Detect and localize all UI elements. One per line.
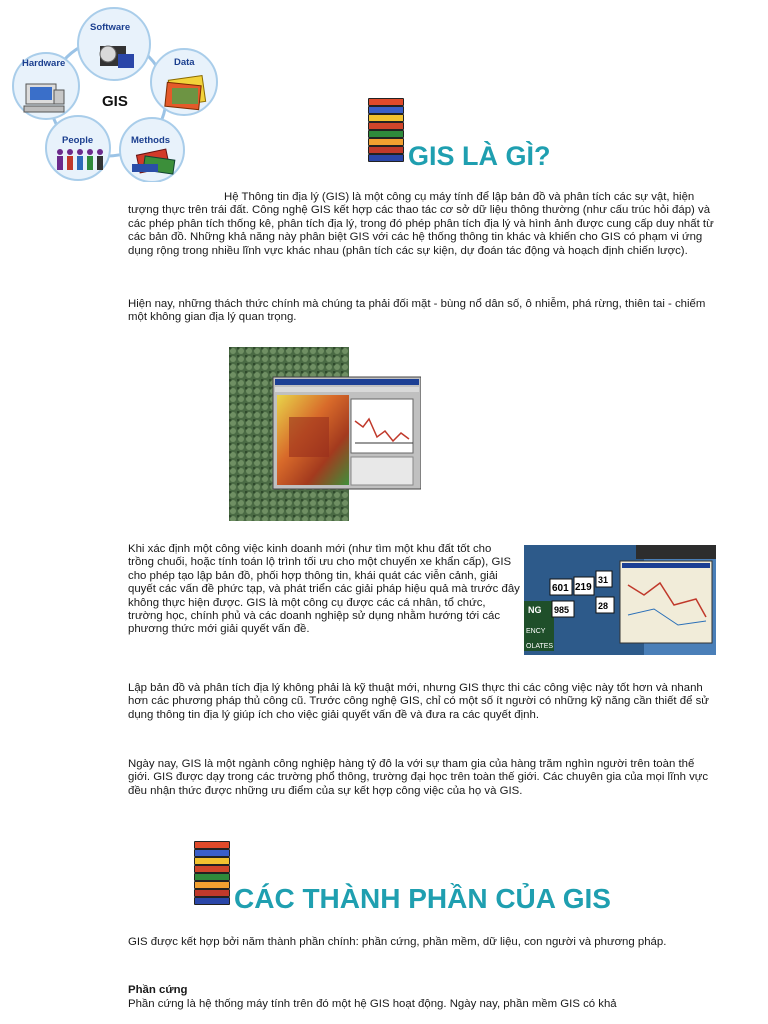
paragraph-business-use: Khi xác định một công việc kinh doanh mới (như tìm một khu đất tốt cho trồng chuối, hoặc tính toán lộ trình tối ưu cho một chuyến xe khẩn cấp), GIS cho phép tạo lập bản đồ, phối hợp thông tin, khái quát các viễn cảnh, giải quyết các vấn đề phức tạp, và phát triển các giải pháp hiệu quả mà trước đây không thực hiện được. GIS là một công cụ được các cá nhân, tổ chức, trường học, chính phủ và các doanh nghiệp sử dụng nhằm hướng tới các phương thức mới giải quyết vấn đề. [128,543,520,636]
diagram-label-people: People [62,135,94,146]
svg-text:OLATES: OLATES [526,643,554,650]
svg-text:NG: NG [528,605,542,615]
paragraph-challenges: Hiện nay, những thách thức chính mà chúng ta phải đối mặt - bùng nổ dân số, ô nhiễm, phá rừng, thiên tai - chiếm một không gian địa lý quan trọng. [128,298,706,324]
gis-components-diagram [8,2,220,182]
paragraph-hardware: Phần cứng là hệ thống máy tính trên đó một hệ GIS hoạt động. Ngày nay, phần mềm GIS có khả [128,998,617,1010]
road-signs-maps-image [524,545,716,655]
diagram-label-software: Software [90,22,131,33]
svg-text:219: 219 [575,582,592,593]
layer-stack-icon-2 [192,839,232,911]
gis-center-label: GIS [102,93,128,110]
diagram-label-hardware: Hardware [22,58,66,69]
svg-text:985: 985 [554,605,570,615]
diagram-label-data: Data [174,57,195,68]
section-title-gis-components: CÁC THÀNH PHẦN CỦA GIS [234,883,611,914]
svg-text:601: 601 [552,583,569,594]
section-title-what-is-gis: GIS LÀ GÌ? [408,141,551,171]
paragraph-gis-definition: Hệ Thông tin địa lý (GIS) là một công cụ máy tính để lập bản đồ và phân tích các sự vật, hiện tượng thực trên trái đất. Công nghệ GIS kết hợp các thao tác cơ sở dữ liệu thông thường (như cấu trúc hỏi đáp) và các phép phân tích thống kê, phân tích địa lý, trong đó phép phân tích địa lý và hình ảnh được cung cấp duy nhất từ các bản đồ. Những khả năng này phân biệt GIS với các hệ thống thông tin khác và khiến cho GIS có phạm vi ứng dụng rộng trong nhiều lĩnh vực khác nhau (phân tích các sự kiện, dự đoán tác động và hoạch định chiến lược). [128,191,714,257]
subheading-hardware: Phần cứng [128,984,188,996]
svg-text:28: 28 [598,601,609,611]
diagram-label-methods: Methods [131,135,171,146]
paragraph-gis-today: Ngày nay, GIS là một ngành công nghiệp hàng tỷ đô la với sự tham gia của hàng trăm nghìn người trên toàn thế giới. GIS được dạy trong các trường phổ thông, trường đại học trên toàn thế giới. Các chuyên gia của mọi lĩnh vực đều nhận thức được những ưu điểm của sự kết hợp công việc của họ và GIS. [128,758,709,797]
svg-text:31: 31 [598,575,609,585]
svg-text:ENCY: ENCY [526,628,546,635]
layer-stack-icon [366,96,406,168]
forest-gis-software-image [229,347,421,521]
paragraph-components-intro: GIS được kết hợp bởi năm thành phần chính: phần cứng, phần mềm, dữ liệu, con người và phương pháp. [128,936,667,948]
paragraph-mapping-history: Lập bản đồ và phân tích địa lý không phải là kỹ thuật mới, nhưng GIS thực thi các công việc này tốt hơn và nhanh hơn các phương pháp thủ công cũ. Trước công nghệ GIS, chỉ có một số ít người có những kỹ năng cần thiết để sử dụng thông tin địa lý giúp ích cho việc giải quyết vấn đề và đưa ra các quyết định. [128,682,709,721]
